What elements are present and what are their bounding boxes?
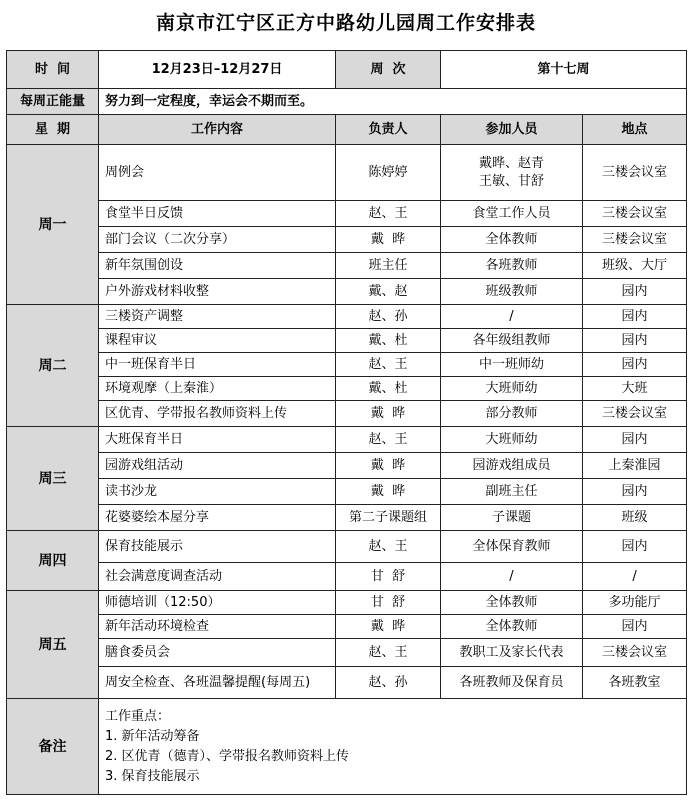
table-row xyxy=(7,639,687,667)
table-row xyxy=(7,305,687,329)
participant-line: 大班师幼 xyxy=(485,380,538,396)
task-content: 周例会 xyxy=(99,145,336,201)
task-participants xyxy=(441,377,583,401)
table-row xyxy=(7,667,687,699)
task-place: 上秦淮园 xyxy=(583,453,687,479)
table-row xyxy=(7,201,687,227)
participant-line: 全体教师 xyxy=(485,618,538,634)
task-participants xyxy=(441,667,583,699)
participant-line: 教职工及家长代表 xyxy=(459,644,564,660)
header-content: 工作内容 xyxy=(99,115,336,145)
participant-line: 大班师幼 xyxy=(485,431,538,447)
meta-row xyxy=(7,51,687,89)
task-participants xyxy=(441,201,583,227)
notes-label: 备注 xyxy=(7,699,99,795)
task-place: 三楼会议室 xyxy=(583,145,687,201)
header-day: 星 期 xyxy=(7,115,99,145)
task-place: 班级 xyxy=(583,505,687,531)
schedule-body xyxy=(7,51,687,795)
task-place: 三楼会议室 xyxy=(583,639,687,667)
table-row xyxy=(7,563,687,591)
task-person: 戴、赵 xyxy=(336,279,441,305)
header-person: 负责人 xyxy=(336,115,441,145)
task-person: 赵、王 xyxy=(336,353,441,377)
table-row xyxy=(7,353,687,377)
day-label: 周三 xyxy=(7,427,99,531)
task-participants xyxy=(441,305,583,329)
task-participants xyxy=(441,353,583,377)
notes-item: 1. 新年活动筹备 xyxy=(105,728,200,744)
table-row xyxy=(7,401,687,427)
task-participants xyxy=(441,505,583,531)
task-place: 园内 xyxy=(583,615,687,639)
day-label: 周二 xyxy=(7,305,99,427)
participant-line: 各年级组教师 xyxy=(472,332,551,348)
task-participants xyxy=(441,227,583,253)
task-content: 周安全检查、各班温馨提醒(每周五) xyxy=(99,667,336,699)
task-place: 各班教室 xyxy=(583,667,687,699)
task-place: 三楼会议室 xyxy=(583,227,687,253)
task-content: 课程审议 xyxy=(99,329,336,353)
participant-line: 各班教师 xyxy=(485,257,538,273)
task-participants xyxy=(441,401,583,427)
schedule-table xyxy=(6,50,687,795)
participant-line: 班级教师 xyxy=(485,283,538,299)
table-row xyxy=(7,591,687,615)
task-content: 新年活动环境检查 xyxy=(99,615,336,639)
task-participants xyxy=(441,427,583,453)
table-row xyxy=(7,253,687,279)
participant-line: 全体教师 xyxy=(485,594,538,610)
date-range: 12月23日–12月27日 xyxy=(99,51,336,89)
task-person: 戴 晔 xyxy=(336,615,441,639)
table-row xyxy=(7,145,687,201)
table-row xyxy=(7,279,687,305)
task-participants xyxy=(441,639,583,667)
task-person: 戴 晔 xyxy=(336,401,441,427)
table-row xyxy=(7,505,687,531)
participant-line: 部分教师 xyxy=(485,405,538,421)
task-content: 三楼资产调整 xyxy=(99,305,336,329)
task-person: 甘 舒 xyxy=(336,591,441,615)
week-label: 周 次 xyxy=(336,51,441,89)
task-place: 园内 xyxy=(583,353,687,377)
task-place: 多功能厅 xyxy=(583,591,687,615)
task-place: 园内 xyxy=(583,305,687,329)
task-person: 赵、王 xyxy=(336,639,441,667)
table-row xyxy=(7,329,687,353)
participant-line: 王敏、甘舒 xyxy=(478,173,544,189)
task-content: 保育技能展示 xyxy=(99,531,336,563)
task-content: 大班保育半日 xyxy=(99,427,336,453)
task-content: 区优青、学带报名教师资料上传 xyxy=(99,401,336,427)
task-person: 第二子课题组 xyxy=(336,505,441,531)
participant-line: / xyxy=(509,308,514,324)
task-place: 园内 xyxy=(583,329,687,353)
task-content: 户外游戏材料收整 xyxy=(99,279,336,305)
task-participants xyxy=(441,453,583,479)
day-label: 周五 xyxy=(7,591,99,699)
header-place: 地点 xyxy=(583,115,687,145)
task-person: 赵、王 xyxy=(336,201,441,227)
task-person: 戴 晔 xyxy=(336,479,441,505)
task-participants xyxy=(441,563,583,591)
participant-line: 中一班师幼 xyxy=(478,356,544,372)
task-place: 园内 xyxy=(583,279,687,305)
participant-line: 戴晔、赵青 xyxy=(478,155,544,171)
task-content: 社会满意度调查活动 xyxy=(99,563,336,591)
task-place: 园内 xyxy=(583,479,687,505)
time-label: 时 间 xyxy=(7,51,99,89)
task-person: 赵、王 xyxy=(336,427,441,453)
task-place: 园内 xyxy=(583,427,687,453)
task-person: 陈婷婷 xyxy=(336,145,441,201)
task-content: 食堂半日反馈 xyxy=(99,201,336,227)
task-content: 中一班保育半日 xyxy=(99,353,336,377)
task-place: 班级、大厅 xyxy=(583,253,687,279)
task-person: 赵、孙 xyxy=(336,305,441,329)
task-content: 花婆婆绘本屋分享 xyxy=(99,505,336,531)
task-content: 膳食委员会 xyxy=(99,639,336,667)
task-participants xyxy=(441,329,583,353)
task-content: 园游戏组活动 xyxy=(99,453,336,479)
table-row xyxy=(7,479,687,505)
task-participants xyxy=(441,145,583,201)
table-row xyxy=(7,377,687,401)
notes-row xyxy=(7,699,687,795)
task-participants xyxy=(441,591,583,615)
notes-heading: 工作重点： xyxy=(105,708,171,724)
task-place: 三楼会议室 xyxy=(583,201,687,227)
task-participants xyxy=(441,253,583,279)
participant-line: / xyxy=(509,568,514,584)
task-place: 三楼会议室 xyxy=(583,401,687,427)
participant-line: 食堂工作人员 xyxy=(472,205,551,221)
day-label: 周一 xyxy=(7,145,99,305)
table-row xyxy=(7,227,687,253)
task-person: 赵、孙 xyxy=(336,667,441,699)
notes-item: 3. 保育技能展示 xyxy=(105,768,200,784)
table-row xyxy=(7,453,687,479)
participant-line: 子课题 xyxy=(491,509,531,525)
participant-line: 园游戏组成员 xyxy=(472,457,551,473)
notes-content xyxy=(99,699,687,795)
task-content: 环境观摩（上秦淮） xyxy=(99,377,336,401)
table-row xyxy=(7,427,687,453)
notes-item: 2. 区优青（德青）、学带报名教师资料上传 xyxy=(105,748,350,764)
day-label: 周四 xyxy=(7,531,99,591)
task-participants xyxy=(441,279,583,305)
task-person: 戴 晔 xyxy=(336,227,441,253)
participant-line: 全体教师 xyxy=(485,231,538,247)
task-content: 部门会议（二次分享） xyxy=(99,227,336,253)
header-participants: 参加人员 xyxy=(441,115,583,145)
table-row xyxy=(7,531,687,563)
task-place: 园内 xyxy=(583,531,687,563)
task-place: / xyxy=(583,563,687,591)
participant-line: 全体保育教师 xyxy=(472,538,551,554)
participant-line: 各班教师及保育员 xyxy=(459,674,564,690)
energy-label: 每周正能量 xyxy=(7,89,99,115)
table-row xyxy=(7,615,687,639)
energy-row xyxy=(7,89,687,115)
task-participants xyxy=(441,479,583,505)
task-person: 戴、杜 xyxy=(336,377,441,401)
task-person: 戴、杜 xyxy=(336,329,441,353)
page-title: 南京市江宁区正方中路幼儿园周工作安排表 xyxy=(155,12,536,34)
task-person: 赵、王 xyxy=(336,531,441,563)
task-person: 戴 晔 xyxy=(336,453,441,479)
header-row xyxy=(7,115,687,145)
task-person: 甘 舒 xyxy=(336,563,441,591)
participant-line: 副班主任 xyxy=(485,483,538,499)
task-person: 班主任 xyxy=(336,253,441,279)
energy-text: 努力到一定程度，幸运会不期而至。 xyxy=(99,89,687,115)
task-participants xyxy=(441,531,583,563)
task-participants xyxy=(441,615,583,639)
task-content: 新年氛围创设 xyxy=(99,253,336,279)
week-value: 第十七周 xyxy=(441,51,687,89)
task-place: 大班 xyxy=(583,377,687,401)
task-content: 师德培训（12:50） xyxy=(99,591,336,615)
task-content: 读书沙龙 xyxy=(99,479,336,505)
